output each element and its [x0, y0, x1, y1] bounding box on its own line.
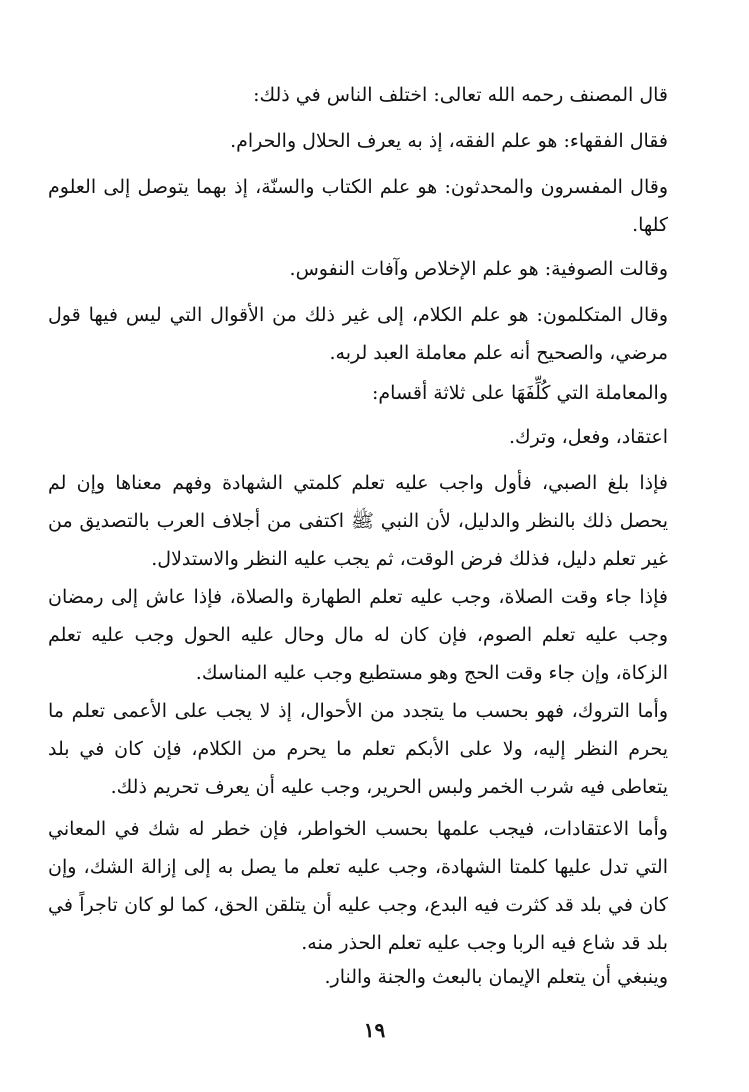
paragraph-5: وقال المتكلمون: هو علم الكلام، إلى غير ذلك من الأقوال التي ليس فيها قول مرضي، والصحيح أنه علم معاملة العبد لربه. — [48, 304, 668, 364]
paragraph-12: وينبغي أن يتعلم الإيمان بالبعث والجنة والنار. — [324, 966, 668, 988]
paragraph-11: وأما الاعتقادات، فيجب علمها بحسب الخواطر، فإن خطر له شك في المعاني التي تدل عليها كلمتا الشهادة، وجب عليه تعلم ما يصل به إلى إزالة الشك، وإن كان في بلد قد كثرت فيه البدع، وجب عليه أن يتلقن الحق، كما لو كان تاجراً في بلد قد شاع فيه الربا وجب عليه تعلم الحذر منه. — [48, 818, 668, 954]
paragraph-9: فإذا جاء وقت الصلاة، وجب عليه تعلم الطهارة والصلاة، فإذا عاش إلى رمضان وجب عليه تعلم الصوم، فإن كان له مال وحال عليه الحول وجب عليه تعلم الزكاة، وإن جاء وقت الحج وهو مستطيع وجب عليه المناسك. — [48, 586, 668, 684]
paragraph-2: فقال الفقهاء: هو علم الفقه، إذ به يعرف الحلال والحرام. — [230, 130, 668, 152]
paragraph-3: وقال المفسرون والمحدثون: هو علم الكتاب والسنّة، إذ بهما يتوصل إلى العلوم كلها. — [48, 176, 668, 236]
paragraph-7: اعتقاد، وفعل، وترك. — [508, 426, 668, 448]
paragraph-4: وقالت الصوفية: هو علم الإخلاص وآفات النفوس. — [289, 258, 668, 280]
paragraph-8: فإذا بلغ الصبي، فأول واجب عليه تعلم كلمتي الشهادة وفهم معناها وإن لم يحصل ذلك بالنظر والدليل، لأن النبي ﷺ اكتفى من أجلاف العرب بالتصديق من غير تعلم دليل، فذلك فرض الوقت، ثم يجب عليه النظر والاستدلال. — [48, 472, 668, 570]
page-number: ١٩ — [363, 1018, 386, 1042]
paragraph-6: والمعاملة التي كُلِّفَهَا على ثلاثة أقسام: — [372, 382, 668, 404]
paragraph-10: وأما التروك، فهو بحسب ما يتجدد من الأحوال، إذ لا يجب على الأعمى تعلم ما يحرم النظر إليه، ولا على الأبكم تعلم ما يحرم من الكلام، فإن كان في بلد يتعاطى فيه شرب الخمر ولبس الحرير، وجب عليه أن يعرف تحريم ذلك. — [48, 700, 668, 798]
paragraph-1: قال المصنف رحمه الله تعالى: اختلف الناس في ذلك: — [253, 84, 668, 106]
